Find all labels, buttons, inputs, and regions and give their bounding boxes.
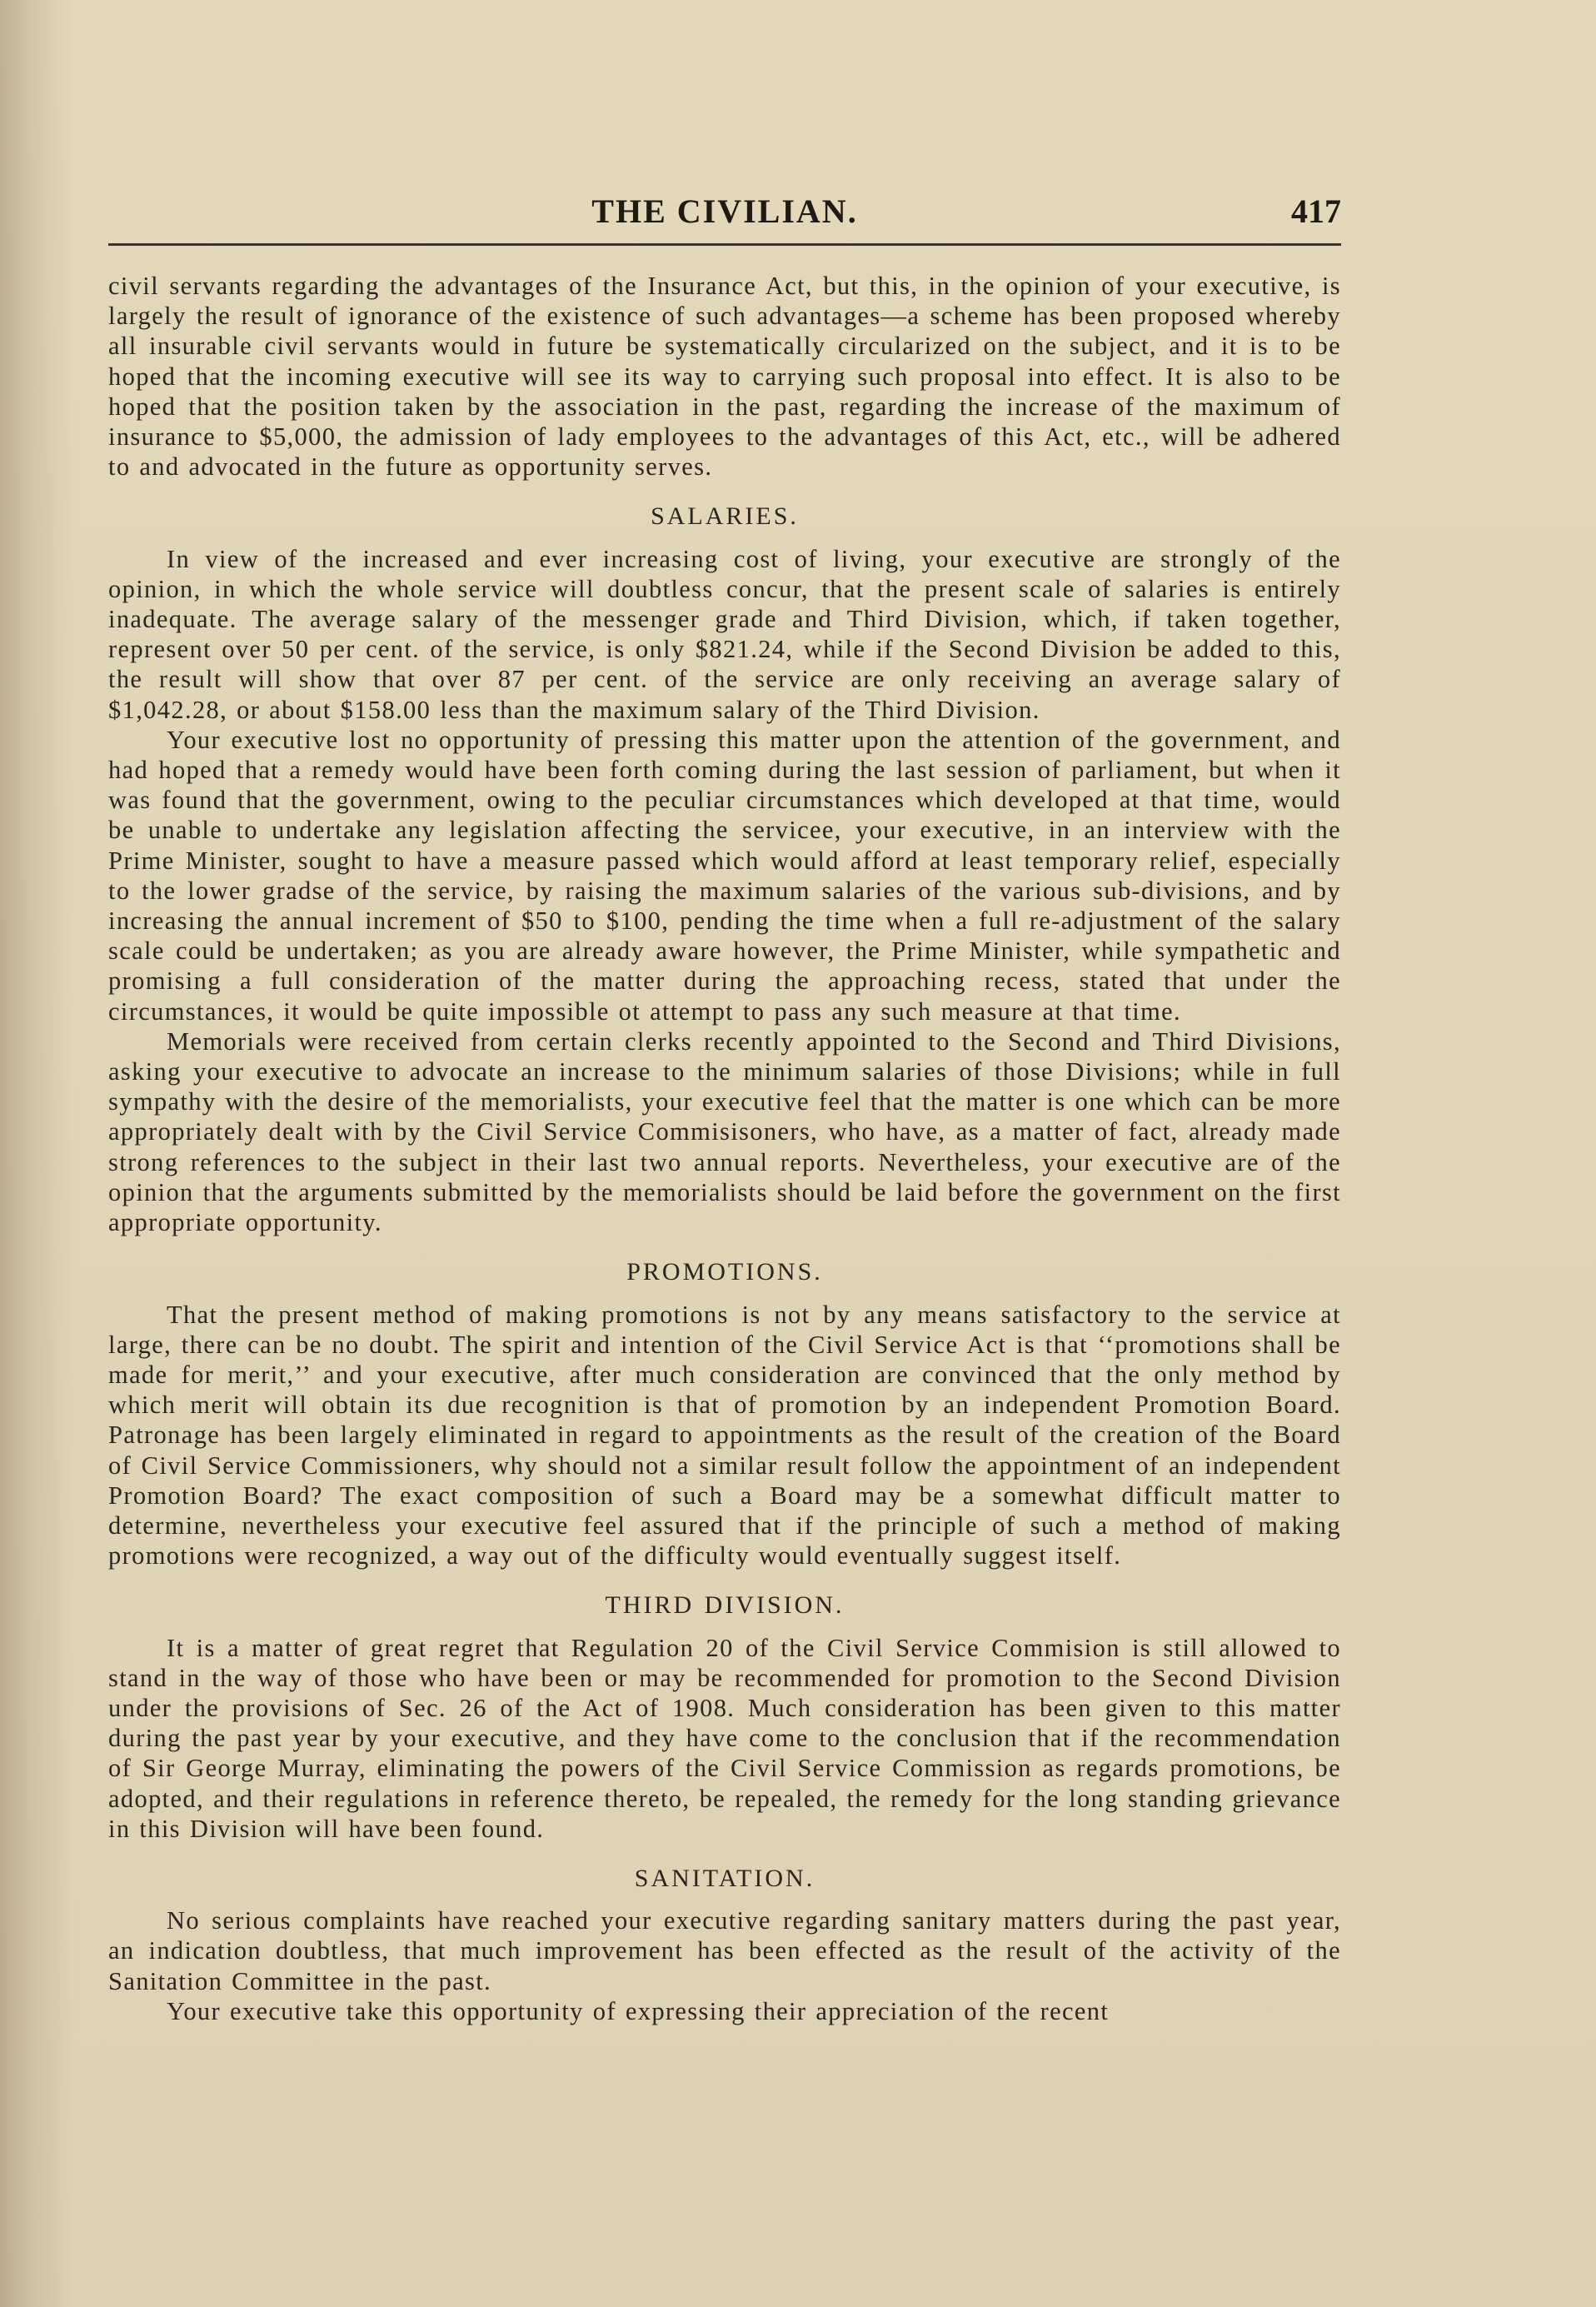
paragraph: It is a matter of great regret that Regulation 20 of the Civil Service Commision is still allowed to stand in the way of those who have been or may be recommended for promotion to the Second Division under the provisions of Sec. 26 of the Act of 1908. Much consideration has been given to this matter during the past year by your executive, and they have come to the conclusion that if the recommendation of Sir George Murray, eliminating the powers of the Civil Service Commission as regards promotions, be adopted, and their regulations in reference thereto, be repealed, the remedy for the long standing grievance in this Division will have been found. [108,1633,1341,1843]
paragraph: That the present method of making promotions is not by any means satisfactory to the service at large, there can be no doubt. The spirit and intention of the Civil Service Act is that ‘‘promotions shall be made for merit,’’ and your executive, after much consideration are convinced that the only method by which merit will obtain its due recognition is that of promotion by an independent Promotion Board. Patronage has been largely eliminated in regard to appointments as the result of the creation of the Board of Civil Service Commissioners, why should not a similar result follow the appointment of an independent Promotion Board? The exact composition of such a Board may be a somewhat difficult matter to determine, nevertheless your executive feel assured that if the principle of such a method of making promotions were recognized, a way out of the difficulty would eventually suggest itself. [108,1300,1341,1570]
section-salaries [108,502,1341,1237]
paragraph: Your executive lost no opportunity of pressing this matter upon the attention of the government, and had hoped that a remedy would have been forth coming during the last session of parliament, but when it was found that the government, owing to the peculiar circumstances which developed at that time, would be unable to undertake any legislation affecting the servicee, your executive, in an interview with the Prime Minister, sought to have a measure passed which would afford at least temporary relief, especially to the lower gradse of the service, by raising the maximum salaries of the various sub-divisions, and by increasing the annual increment of $50 to $100, pending the time when a full re-adjustment of the salary scale could be undertaken; as you are already aware however, the Prime Minister, while sympathetic and promising a full consideration of the matter during the approaching recess, stated that under the circumstances, it would be quite impossible ot attempt to pass any such measure at that time. [108,725,1341,1026]
journal-page [108,192,1341,2026]
paragraph: Your executive take this opportunity of expressing their appreciation of the recent [167,1996,1110,2025]
article-body [108,271,1341,2026]
running-title: THE CIVILIAN. [591,192,858,230]
paragraph: In view of the increased and ever increasing cost of living, your executive are strongly of the opinion, in which the whole service will doubtless concur, that the present scale of salaries is entirely inadequate. The average salary of the messenger grade and Third Division, which, if taken together, represent over 50 per cent. of the service, is only $821.24, while if the Second Division be added to this, the result will show that over 87 per cent. of the service are only receiving an average salary of $1,042.28, or about $158.00 less than the maximum salary of the Third Division. [108,544,1341,724]
section-heading: PROMOTIONS. [626,1258,823,1286]
page-number: 417 [1291,192,1341,230]
section-heading: SALARIES. [651,502,799,531]
header-rule [108,243,1341,246]
section-heading: SANITATION. [634,1864,815,1892]
paragraph: Memorials were received from certain clerks recently appointed to the Second and Third Divisions, asking your executive to advocate an increase to the minimum salaries of those Divisions; while in full sympathy with the desire of the memorialists, your executive feel that the matter is one which can be more appropriately dealt with by the Civil Service Commisisoners, who have, as a matter of fact, already made strong references to the subject in their last two annual reports. Nevertheless, your executive are of the opinion that the arguments submitted by the memorialists should be laid before the government on the first appropriate opportunity. [108,1026,1341,1237]
section-third-division [108,1590,1341,1844]
paragraph: No serious complaints have reached your executive regarding sanitary matters during the past year, an indication doubtless, that much improvement has been effected as the result of the activity of the Sanitation Committee in the past. [108,1906,1341,1995]
section-sanitation [108,1864,1341,2026]
section-heading: THIRD DIVISION. [605,1591,845,1620]
section-promotions [108,1257,1341,1570]
intro-paragraph: civil servants regarding the advantages of the Insurance Act, but this, in the opinion of your executive, is largely the result of ignorance of the existence of such advantages—a scheme has been proposed whereby all insurable civil servants would in future be systematically circularized on the subject, and it is to be hoped that the incoming executive will see its way to carrying such proposal into effect. It is also to be hoped that the position taken by the association in the past, regarding the increase of the maximum of insurance to $5,000, the admission of lady employees to the advantages of this Act, etc., will be adhered to and advocated in the future as opportunity serves. [108,272,1341,482]
page-header [108,192,1341,242]
